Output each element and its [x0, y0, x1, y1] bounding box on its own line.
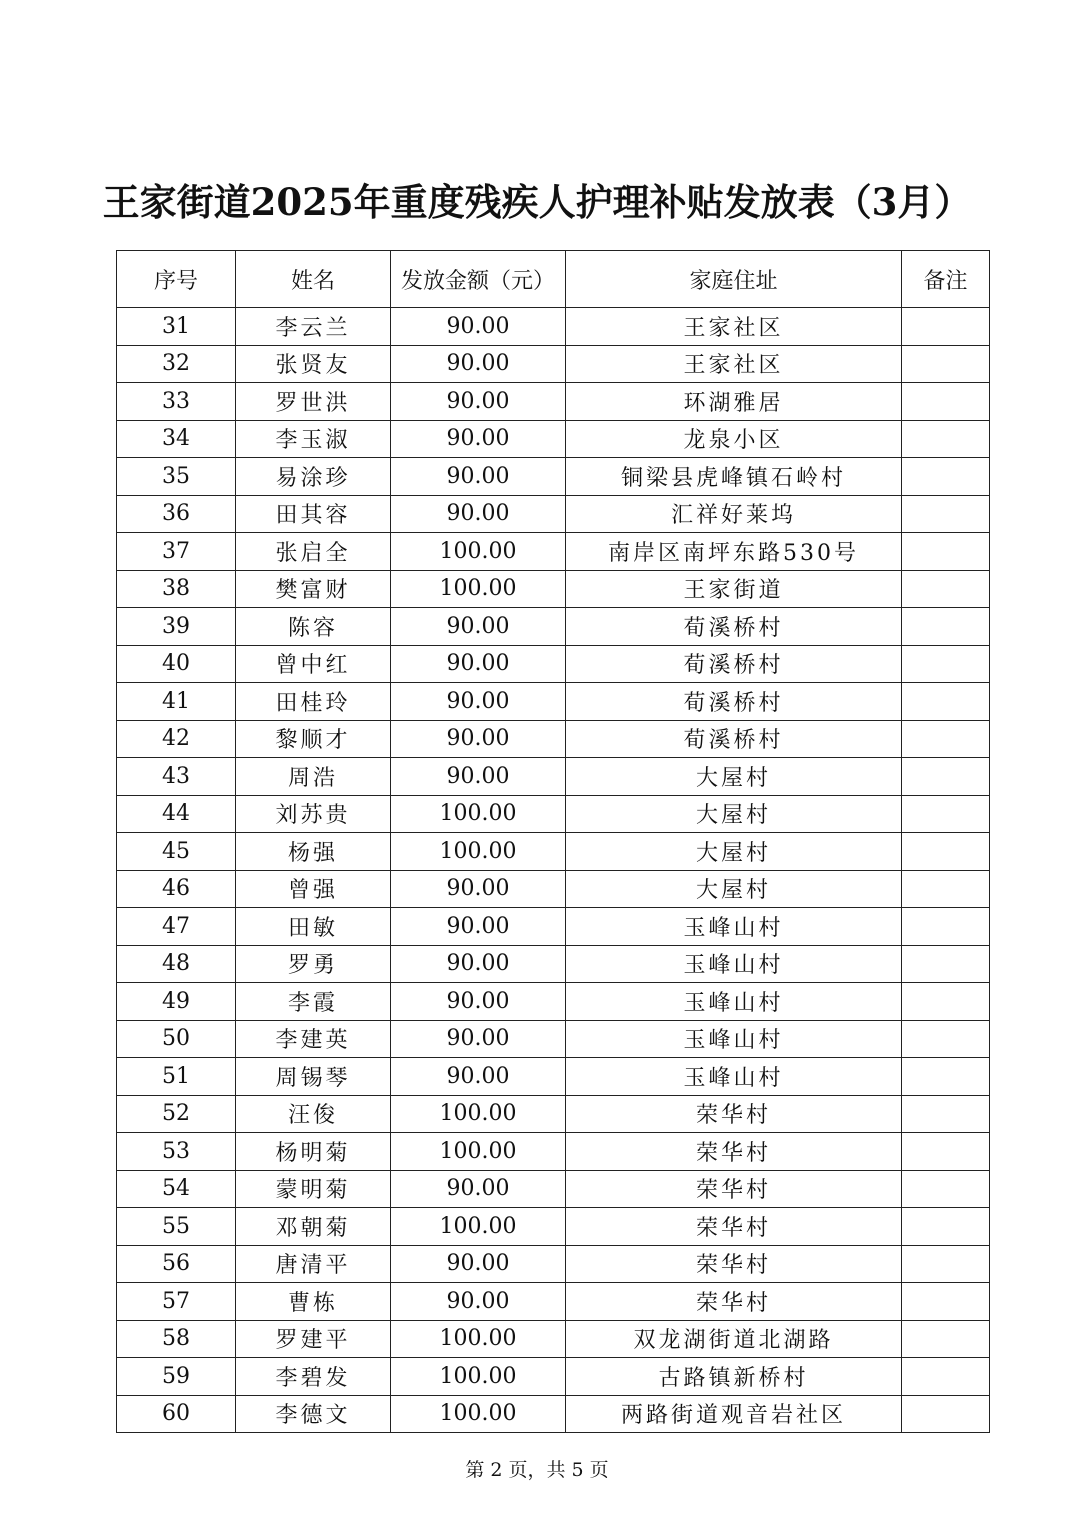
cell-serial: 35: [117, 458, 236, 496]
table-row: [117, 758, 990, 796]
cell-remarks: [902, 833, 990, 871]
table-row: [117, 1358, 990, 1396]
cell-amount: 90.00: [391, 1058, 566, 1096]
cell-amount: 100.00: [391, 1095, 566, 1133]
cell-amount: 90.00: [391, 308, 566, 346]
cell-name: 曹栋: [236, 1283, 391, 1321]
table-row: [117, 983, 990, 1021]
cell-address: 大屋村: [566, 833, 902, 871]
cell-amount: 90.00: [391, 758, 566, 796]
cell-remarks: [902, 1095, 990, 1133]
cell-remarks: [902, 945, 990, 983]
cell-serial: 33: [117, 383, 236, 421]
table-header-row: [117, 251, 990, 308]
table-row: [117, 720, 990, 758]
table-row: [117, 383, 990, 421]
cell-name: 李碧发: [236, 1358, 391, 1396]
table-row: [117, 420, 990, 458]
table-row: [117, 533, 990, 571]
cell-address: 王家社区: [566, 345, 902, 383]
cell-address: 古路镇新桥村: [566, 1358, 902, 1396]
cell-serial: 40: [117, 645, 236, 683]
cell-serial: 34: [117, 420, 236, 458]
table-row: [117, 1208, 990, 1246]
subsidy-table: [116, 250, 990, 1433]
cell-name: 汪俊: [236, 1095, 391, 1133]
cell-amount: 90.00: [391, 608, 566, 646]
cell-serial: 43: [117, 758, 236, 796]
header-address: 家庭住址: [566, 251, 902, 308]
cell-remarks: [902, 1283, 990, 1321]
table-row: [117, 1170, 990, 1208]
cell-serial: 52: [117, 1095, 236, 1133]
cell-remarks: [902, 308, 990, 346]
table-row: [117, 308, 990, 346]
table-row: [117, 795, 990, 833]
cell-name: 张启全: [236, 533, 391, 571]
cell-address: 荣华村: [566, 1245, 902, 1283]
cell-serial: 42: [117, 720, 236, 758]
table-row: [117, 908, 990, 946]
header-amount: 发放金额（元）: [391, 251, 566, 308]
cell-amount: 100.00: [391, 1395, 566, 1433]
cell-address: 王家街道: [566, 570, 902, 608]
cell-name: 李德文: [236, 1395, 391, 1433]
cell-serial: 44: [117, 795, 236, 833]
cell-amount: 90.00: [391, 420, 566, 458]
cell-amount: 90.00: [391, 683, 566, 721]
cell-remarks: [902, 1320, 990, 1358]
cell-name: 罗世洪: [236, 383, 391, 421]
cell-remarks: [902, 1020, 990, 1058]
table-row: [117, 683, 990, 721]
cell-serial: 59: [117, 1358, 236, 1396]
cell-remarks: [902, 608, 990, 646]
cell-serial: 56: [117, 1245, 236, 1283]
cell-address: 荀溪桥村: [566, 645, 902, 683]
cell-remarks: [902, 983, 990, 1021]
cell-remarks: [902, 1245, 990, 1283]
header-name: 姓名: [236, 251, 391, 308]
cell-name: 唐清平: [236, 1245, 391, 1283]
table-row: [117, 458, 990, 496]
cell-amount: 90.00: [391, 383, 566, 421]
cell-amount: 90.00: [391, 983, 566, 1021]
cell-address: 荀溪桥村: [566, 608, 902, 646]
cell-address: 汇祥好莱坞: [566, 495, 902, 533]
header-serial: 序号: [117, 251, 236, 308]
cell-remarks: [902, 908, 990, 946]
cell-serial: 58: [117, 1320, 236, 1358]
cell-amount: 100.00: [391, 1358, 566, 1396]
cell-address: 大屋村: [566, 758, 902, 796]
table-row: [117, 945, 990, 983]
cell-name: 邓朝菊: [236, 1208, 391, 1246]
cell-address: 荀溪桥村: [566, 683, 902, 721]
cell-amount: 100.00: [391, 570, 566, 608]
cell-serial: 38: [117, 570, 236, 608]
cell-address: 大屋村: [566, 795, 902, 833]
cell-address: 龙泉小区: [566, 420, 902, 458]
cell-name: 杨明菊: [236, 1133, 391, 1171]
cell-remarks: [902, 458, 990, 496]
cell-name: 周浩: [236, 758, 391, 796]
cell-address: 环湖雅居: [566, 383, 902, 421]
cell-name: 陈容: [236, 608, 391, 646]
cell-remarks: [902, 720, 990, 758]
cell-address: 荀溪桥村: [566, 720, 902, 758]
cell-amount: 90.00: [391, 345, 566, 383]
cell-remarks: [902, 758, 990, 796]
cell-serial: 31: [117, 308, 236, 346]
cell-name: 周锡琴: [236, 1058, 391, 1096]
cell-remarks: [902, 1058, 990, 1096]
cell-name: 曾强: [236, 870, 391, 908]
cell-serial: 39: [117, 608, 236, 646]
cell-name: 杨强: [236, 833, 391, 871]
cell-remarks: [902, 533, 990, 571]
table-row: [117, 833, 990, 871]
cell-name: 田桂玲: [236, 683, 391, 721]
cell-amount: 90.00: [391, 870, 566, 908]
cell-remarks: [902, 683, 990, 721]
cell-amount: 90.00: [391, 495, 566, 533]
cell-remarks: [902, 345, 990, 383]
document-title: 王家街道2025年重度残疾人护理补贴发放表（3月）: [102, 180, 972, 224]
cell-remarks: [902, 1170, 990, 1208]
cell-amount: 90.00: [391, 1245, 566, 1283]
cell-remarks: [902, 383, 990, 421]
cell-name: 李云兰: [236, 308, 391, 346]
cell-amount: 90.00: [391, 458, 566, 496]
cell-serial: 41: [117, 683, 236, 721]
cell-serial: 57: [117, 1283, 236, 1321]
cell-remarks: [902, 645, 990, 683]
cell-amount: 100.00: [391, 533, 566, 571]
table-row: [117, 1058, 990, 1096]
cell-address: 玉峰山村: [566, 945, 902, 983]
cell-name: 李玉淑: [236, 420, 391, 458]
cell-remarks: [902, 570, 990, 608]
table-row: [117, 1020, 990, 1058]
cell-name: 曾中红: [236, 645, 391, 683]
cell-amount: 90.00: [391, 1020, 566, 1058]
table-row: [117, 1283, 990, 1321]
cell-serial: 36: [117, 495, 236, 533]
cell-name: 张贤友: [236, 345, 391, 383]
cell-amount: 90.00: [391, 945, 566, 983]
cell-serial: 53: [117, 1133, 236, 1171]
cell-serial: 32: [117, 345, 236, 383]
cell-serial: 47: [117, 908, 236, 946]
cell-remarks: [902, 1395, 990, 1433]
cell-address: 王家社区: [566, 308, 902, 346]
table-row: [117, 495, 990, 533]
cell-remarks: [902, 1358, 990, 1396]
cell-serial: 49: [117, 983, 236, 1021]
cell-name: 田敏: [236, 908, 391, 946]
cell-serial: 50: [117, 1020, 236, 1058]
cell-amount: 100.00: [391, 1320, 566, 1358]
cell-address: 玉峰山村: [566, 1058, 902, 1096]
cell-address: 荣华村: [566, 1283, 902, 1321]
cell-name: 田其容: [236, 495, 391, 533]
cell-serial: 54: [117, 1170, 236, 1208]
table-row: [117, 1245, 990, 1283]
cell-serial: 48: [117, 945, 236, 983]
cell-amount: 100.00: [391, 1133, 566, 1171]
table-row: [117, 345, 990, 383]
cell-amount: 100.00: [391, 795, 566, 833]
cell-address: 铜梁县虎峰镇石岭村: [566, 458, 902, 496]
cell-address: 大屋村: [566, 870, 902, 908]
cell-serial: 37: [117, 533, 236, 571]
cell-address: 荣华村: [566, 1095, 902, 1133]
cell-serial: 46: [117, 870, 236, 908]
cell-name: 李建英: [236, 1020, 391, 1058]
cell-remarks: [902, 1208, 990, 1246]
cell-name: 李霞: [236, 983, 391, 1021]
table-row: [117, 570, 990, 608]
table-row: [117, 645, 990, 683]
cell-name: 易涂珍: [236, 458, 391, 496]
table-row: [117, 1320, 990, 1358]
cell-remarks: [902, 495, 990, 533]
cell-address: 荣华村: [566, 1170, 902, 1208]
page-footer: 第 2 页，共 5 页: [465, 1459, 609, 1481]
cell-remarks: [902, 1133, 990, 1171]
cell-address: 玉峰山村: [566, 908, 902, 946]
cell-remarks: [902, 870, 990, 908]
cell-name: 蒙明菊: [236, 1170, 391, 1208]
cell-address: 玉峰山村: [566, 1020, 902, 1058]
cell-remarks: [902, 420, 990, 458]
cell-serial: 60: [117, 1395, 236, 1433]
cell-amount: 90.00: [391, 645, 566, 683]
cell-serial: 45: [117, 833, 236, 871]
table-row: [117, 608, 990, 646]
cell-serial: 55: [117, 1208, 236, 1246]
cell-serial: 51: [117, 1058, 236, 1096]
table-row: [117, 1095, 990, 1133]
cell-name: 罗建平: [236, 1320, 391, 1358]
cell-address: 荣华村: [566, 1133, 902, 1171]
table-row: [117, 870, 990, 908]
cell-amount: 100.00: [391, 833, 566, 871]
cell-address: 两路街道观音岩社区: [566, 1395, 902, 1433]
cell-name: 樊富财: [236, 570, 391, 608]
cell-name: 刘苏贵: [236, 795, 391, 833]
cell-address: 双龙湖街道北湖路: [566, 1320, 902, 1358]
cell-amount: 90.00: [391, 908, 566, 946]
cell-address: 荣华村: [566, 1208, 902, 1246]
cell-remarks: [902, 795, 990, 833]
table-row: [117, 1395, 990, 1433]
cell-name: 黎顺才: [236, 720, 391, 758]
cell-amount: 90.00: [391, 1283, 566, 1321]
cell-amount: 90.00: [391, 720, 566, 758]
cell-name: 罗勇: [236, 945, 391, 983]
table-row: [117, 1133, 990, 1171]
cell-address: 玉峰山村: [566, 983, 902, 1021]
header-remarks: 备注: [902, 251, 990, 308]
cell-address: 南岸区南坪东路530号: [566, 533, 902, 571]
cell-amount: 100.00: [391, 1208, 566, 1246]
cell-amount: 90.00: [391, 1170, 566, 1208]
